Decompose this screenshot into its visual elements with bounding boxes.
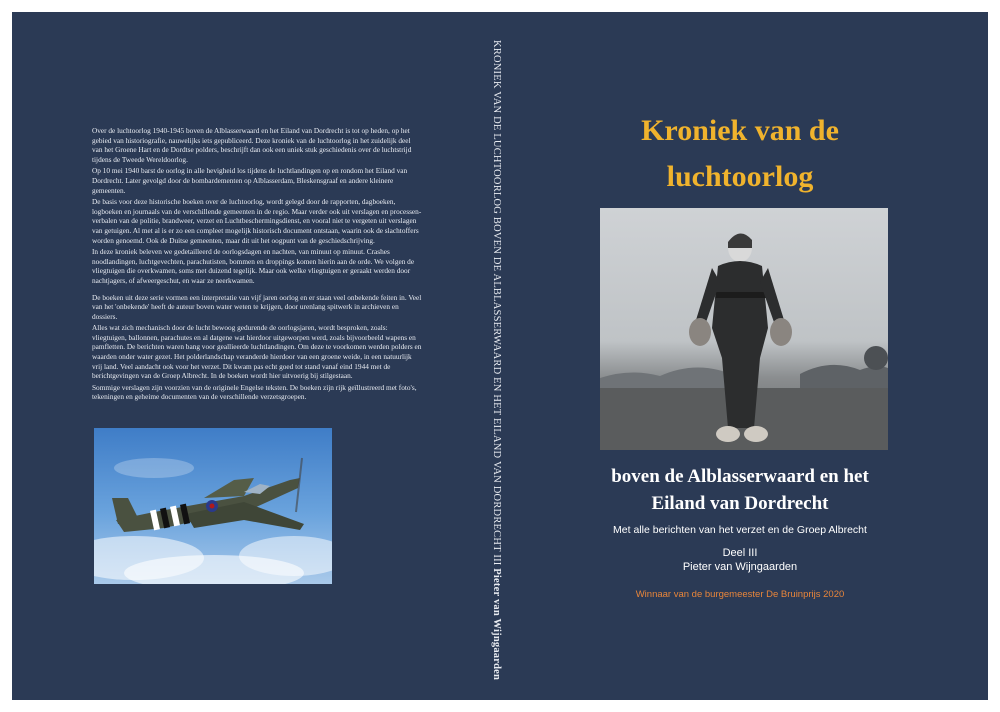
back-cover-text (92, 126, 422, 404)
spitfire-illustration (94, 428, 332, 584)
back-paragraph: Sommige verslagen zijn voorzien van de originele Engelse teksten. De boeken zijn rijk geïllustreerd met foto's, tekeningen en geheime documenten van de verschillende verzetsgroepen. (92, 382, 417, 402)
title-line: luchtoorlog (666, 160, 814, 193)
book-subtitle (540, 463, 940, 517)
book-spine (478, 40, 510, 690)
back-paragraph: Alles wat zich mechanisch door de lucht bewoog gedurende de oorlogsjaren, wordt besproken, zoals: vliegtuigen, ballonnen, parachutes en al datgene wat hierdoor uitgeworpen werd, zoals bijvoorbeeld wapens en pamfletten. De berichten waren bang voor geallieerde luchtlandingen. Om deze te voorkomen werden polders en waarden onder water gezet. Het polderlandschap veranderde hierdoor van een groene weide, in een natuurlijk vrij land. Veel aandacht ook voor het verzet. Dit kwam pas echt goed tot stand vanaf eind 1944 met de berichtgevingen van de Groep Albrecht. In de boeken wordt hier uitvoerig bij stilgestaan. (92, 323, 422, 381)
author-name: Pieter van Wijngaarden (682, 561, 798, 573)
subtitle-line: Eiland van Dordrecht (651, 493, 829, 514)
cover-photo (600, 208, 888, 450)
back-paragraph: Op 10 mei 1940 barst de oorlog in alle hevigheid los tijdens de luchtlandingen op en rondom het Eiland van Dordrecht. Later gevolgd door de bombardementen op Alblasserdam, Bleskensgraaf en andere kleinere gemeenten. (92, 166, 408, 195)
tagline: Met alle berichten van het verzet en de Groep Albrecht (613, 524, 867, 536)
back-paragraph: Over de luchtoorlog 1940-1945 boven de Alblasserwaard en het Eiland van Dordrecht is tot op heden, op het gebied van historiografie, nauwelijks iets gepubliceerd. Deze kroniek van de luchtoorlog in het zuidelijk deel van het Groene Hart en de Dordtse polders, beschrijft dan ook een uniek stuk geschiedenis over de luchtstrijd tijdens de Tweede Wereldoorlog. (92, 126, 412, 164)
spine-text (491, 40, 502, 680)
volume-info (560, 546, 920, 574)
subtitle-line: boven de Alblasserwaard en het (611, 466, 869, 487)
title-line: Kroniek van de (641, 114, 839, 147)
book-title (560, 108, 920, 200)
back-paragraph: De boeken uit deze serie vormen een interpretatie van vijf jaren oorlog en er staan veel onbekende feiten in. Veel van het 'onbekende' heeft de auteur boven water weten te krijgen, door urenlang spitwerk in archieven en dossiers. (92, 292, 422, 321)
back-paragraph: In deze kroniek beleven we gedetailleerd de oorlogsdagen en nachten, van minuut op minuut. Crashes noodlandingen, luchtgevechten, parachutisten, bommen en droppings komen hierin aan de orde. We volgen de vliegtuigen die overkwamen, soms met duizend tegelijk. Maar ook welke vliegtuigen er geraakt werden door nachtjagers, of afweergeschut, en waar ze neerkwamen. (92, 247, 415, 285)
spine-title: KRONIEK VAN DE LUCHTOORLOG BOVEN DE ALBLASSERWAARD EN HET EILAND VAN DORDRECHT III (491, 40, 502, 566)
back-paragraph: De basis voor deze historische boeken over de luchtoorlog, wordt gelegd door de rapporten, dagboeken, logboeken en journaals van de verschillende gemeenten in de regio. Maar verder ook uit verslagen en processen-verbalen van de politie, brandweer, verzet en Luchtbeschermingsdienst, en vooral niet te vergeten uit verslagen van getuigen. Al met al is er zo een compleet mogelijk historisch document ontstaan, waarin ook de slachtoffers worden genoemd. Ook de Duitse gemeenten, maar dit uit het oogpunt van de geschiedschrijving. (92, 197, 422, 245)
aviator-illustration (600, 208, 888, 450)
award-text: Winnaar van de burgemeester De Bruinprijs 2020 (635, 589, 845, 600)
volume-number: Deel III (722, 547, 758, 559)
spitfire-photo (94, 428, 332, 584)
spine-author: Pieter van Wijngaarden (491, 568, 502, 681)
